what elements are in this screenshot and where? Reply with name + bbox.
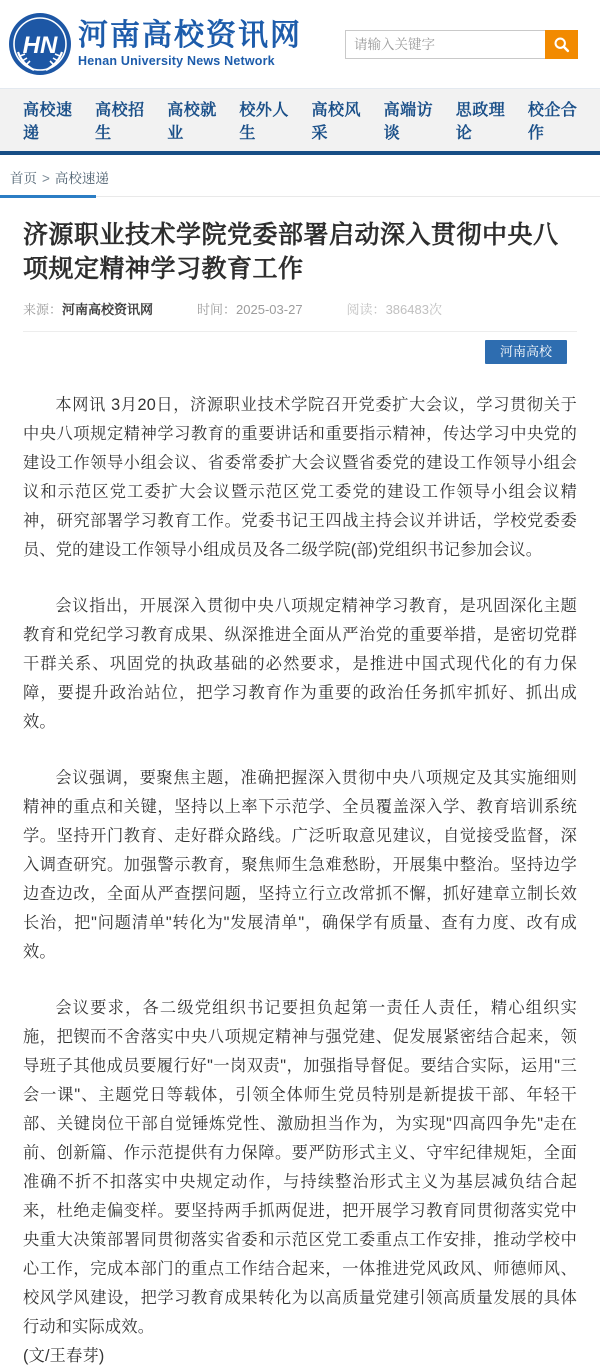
meta-reads-value: 386483次 <box>385 302 442 317</box>
site-name-zh: 河南高校资讯网 <box>78 18 302 53</box>
article-byline: (文/王春芽) <box>23 1347 105 1365</box>
article-paragraph: 会议强调，要聚焦主题，准确把握深入贯彻中央八项规定及其实施细则精神的重点和关键，坚持以上率下示范学、全员覆盖深入学、教育培训系统学。坚持开门教育、走好群众路线。广泛听取意见建议，自觉接受监督，深入调查研究。加强警示教育，聚焦师生急难愁盼，开展集中整治。坚持边学边查边改，全面从严查摆问题，坚持立行立改常抓不懈，抓好建章立制长效长治，把"问题清单"转化为"发展清单"，确保学有质量、查有力度、改有成效。 <box>23 769 577 961</box>
article <box>0 218 600 1371</box>
article-paragraph: 本网讯 3月20日，济源职业技术学院召开党委扩大会议，学习贯彻关于中央八项规定精神学习教育的重要讲话和重要指示精神，传达学习中央党的建设工作领导小组会议、省委常委扩大会议暨省委党的建设工作领导小组会议和示范区党工委扩大会议暨示范区党工委党的建设工作领导小组会议精神，研究部署学习教育工作。党委书记王四战主持会议并讲话，学校党委委员、党的建设工作领导小组成员及各二级学院(部)党组织书记参加会议。 <box>23 396 577 559</box>
search-input[interactable] <box>345 30 545 59</box>
breadcrumb-accent-bar <box>0 195 96 198</box>
nav-item[interactable]: 高校招生 <box>95 102 145 142</box>
article-title: 济源职业技术学院党委部署启动深入贯彻中央八项规定精神学习教育工作 <box>23 221 559 283</box>
site-header <box>0 0 600 88</box>
breadcrumb-divider <box>0 196 600 197</box>
nav-item[interactable]: 校企合作 <box>527 102 578 142</box>
meta-reads-label: 阅读： <box>346 302 386 317</box>
breadcrumb <box>0 155 600 196</box>
main-nav <box>0 88 600 151</box>
breadcrumb-current[interactable]: 高校速递 <box>54 171 109 186</box>
breadcrumb-separator: > <box>42 171 50 186</box>
meta-time-value: 2025-03-27 <box>236 302 303 317</box>
search-button[interactable] <box>545 30 578 59</box>
nav-item[interactable]: 高端访谈 <box>383 102 434 142</box>
article-meta <box>23 299 577 332</box>
search-box <box>345 30 578 59</box>
meta-time-label: 时间： <box>197 302 237 317</box>
category-tag-button[interactable]: 河南高校 <box>485 340 567 364</box>
search-icon <box>553 36 570 53</box>
nav-item[interactable]: 高校风采 <box>311 102 362 142</box>
nav-list <box>0 89 600 151</box>
svg-text:HN: HN <box>22 32 58 59</box>
tag-row <box>23 332 577 364</box>
site-emblem-icon <box>8 12 72 76</box>
article-paragraph: 会议要求，各二级党组织书记要担负起第一责任人责任，精心组织实施，把锲而不舍落实中央八项规定精神与强党建、促发展紧密结合起来，领导班子其他成员要履行好"一岗双责"，加强指导督促。要结合实际，运用"三会一课"、主题党日等载体，引领全体师生党员特别是新提拔干部、年轻干部、关键岗位干部自觉锤炼党性、激励担当作为，为实现"四高四争先"走在前、创新篇、作示范提供有力保障。要严防形式主义、守牢纪律规矩，全面准确不折不扣落实中央规定动作，与持续整治形式主义为基层减负结合起来，杜绝走偏变样。要坚持两手抓两促进，把开展学习教育同贯彻落实党中央重大决策部署同贯彻落实省委和示范区党工委重点工作安排，推动学校中心工作，完成本部门的重点工作结合起来，一体推进党风政风、师德师风、校风学风建设，把学习教育成果转化为以高质量党建引领高质量发展的具体行动和实际成效。 <box>23 999 577 1336</box>
nav-item[interactable]: 高校速递 <box>23 102 73 142</box>
nav-item[interactable]: 思政理论 <box>455 102 506 142</box>
breadcrumb-wrap <box>0 155 600 197</box>
article-paragraph: 会议指出，开展深入贯彻中央八项规定精神学习教育，是巩固深化主题教育和党纪学习教育成果、纵深推进全面从严治党的重要举措，是密切党群干群关系、巩固党的执政基础的必然要求，是推进中国式现代化的有力保障，要提升政治站位，把学习教育作为重要的政治任务抓牢抓好、抓出成效。 <box>23 597 577 731</box>
nav-item[interactable]: 高校就业 <box>167 102 217 142</box>
site-logo[interactable] <box>8 12 302 76</box>
breadcrumb-home[interactable]: 首页 <box>10 171 37 186</box>
article-body <box>23 391 577 1342</box>
nav-item[interactable]: 校外人生 <box>239 102 289 142</box>
site-name-en: Henan University News Network <box>78 54 275 68</box>
meta-source-value: 河南高校资讯网 <box>62 302 154 317</box>
meta-source-label: 来源： <box>23 302 63 317</box>
